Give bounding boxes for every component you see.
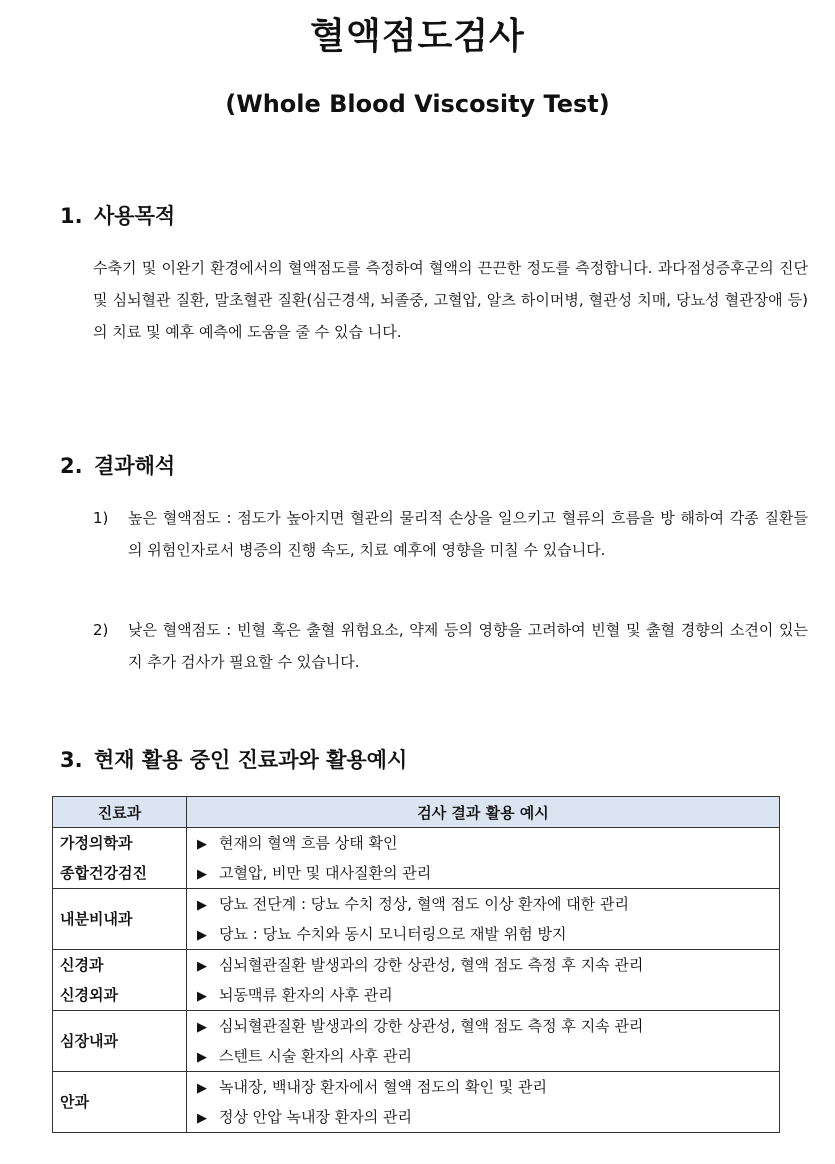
examples-cell [187, 1011, 780, 1072]
department-name: 내분비내과 [60, 910, 133, 928]
purpose-line: 수축기 및 이완기 환경에서의 혈액점도를 측정하여 혈액의 끈끈한 정도를 측정합니다. [93, 259, 653, 277]
purpose-line: 하이머병, 혈관성 치매, 당뇨성 혈관장애 등)의 치료 및 예후 예측에 도움을 줄 수 있습 [93, 291, 808, 341]
department-name: 안과 [60, 1093, 89, 1111]
table-row [53, 950, 780, 1011]
department-cell [53, 1072, 187, 1133]
example-text: 심뇌혈관질환 발생과의 강한 상관성, 혈액 점도 측정 후 지속 관리 [219, 956, 644, 974]
example-text: 스텐트 시술 환자의 사후 관리 [219, 1047, 412, 1065]
example-text: 고혈압, 비만 및 대사질환의 관리 [219, 864, 432, 882]
section-number: 1. [60, 204, 83, 228]
item-line: 해하여 각종 질환들의 위험인자로서 병증의 진행 속도, 치료 예후에 영향을 미칠 수 [128, 509, 808, 559]
item-number: 1) [93, 509, 109, 527]
section-number: 3. [60, 748, 83, 772]
bullet-triangle-icon: ▶ [197, 1081, 207, 1096]
example-item [187, 858, 779, 888]
bullet-triangle-icon: ▶ [197, 867, 207, 882]
header-department: 진료과 [53, 797, 187, 828]
example-text: 현재의 혈액 흐름 상태 확인 [219, 834, 398, 852]
example-item [187, 1072, 779, 1102]
bullet-triangle-icon: ▶ [197, 898, 207, 913]
department-usage-table [52, 796, 780, 1133]
examples-cell [187, 828, 780, 889]
item-line: 높은 혈액점도 : 점도가 높아지면 혈관의 물리적 손상을 일으키고 혈류의 흐름을 방 [128, 509, 675, 527]
purpose-paragraph [93, 252, 808, 348]
example-text: 당뇨 : 당뇨 수치와 동시 모니터링으로 재발 위험 방지 [219, 925, 567, 943]
bullet-triangle-icon: ▶ [197, 959, 207, 974]
item-text [128, 614, 808, 678]
example-item [187, 980, 779, 1010]
section-number: 2. [60, 454, 83, 478]
purpose-line: 과다점성증후군의 진단 및 심뇌혈관 질환, 말초혈관 질환(심근경색, 뇌졸중, 고혈압, 알츠 [93, 259, 809, 309]
table-row [53, 1072, 780, 1133]
department-name: 신경외과 [60, 986, 118, 1004]
section-heading-interpretation [60, 450, 175, 480]
example-item [187, 950, 779, 980]
item-number: 2) [93, 621, 109, 639]
table-header-row [53, 797, 780, 828]
department-cell [53, 889, 187, 950]
interpretation-item-high [93, 502, 808, 566]
department-name: 종합건강검진 [60, 864, 147, 882]
document-title: 혈액점도검사 [310, 16, 525, 57]
section-title: 결과해석 [94, 454, 176, 478]
example-item [187, 1041, 779, 1071]
item-text [128, 502, 808, 566]
department-cell [53, 828, 187, 889]
department-cell [53, 1011, 187, 1072]
document-subtitle: (Whole Blood Viscosity Test) [225, 90, 610, 118]
department-name: 가정의학과 [60, 834, 133, 852]
example-text: 심뇌혈관질환 발생과의 강한 상관성, 혈액 점도 측정 후 지속 관리 [219, 1017, 644, 1035]
examples-cell [187, 950, 780, 1011]
item-line: 있습니다. [542, 541, 606, 559]
table-row [53, 889, 780, 950]
example-item [187, 919, 779, 949]
examples-cell [187, 1072, 780, 1133]
bullet-triangle-icon: ▶ [197, 1020, 207, 1035]
example-item [187, 889, 779, 919]
purpose-line: 니다. [367, 323, 402, 341]
example-text: 당뇨 전단계 : 당뇨 수치 정상, 혈액 점도 이상 환자에 대한 관리 [219, 895, 630, 913]
table-row [53, 1011, 780, 1072]
section-title: 사용목적 [94, 204, 176, 228]
example-text: 녹내장, 백내장 환자에서 혈액 점도의 확인 및 관리 [219, 1078, 547, 1096]
bullet-triangle-icon: ▶ [197, 989, 207, 1004]
example-text: 뇌동맥류 환자의 사후 관리 [219, 986, 393, 1004]
example-item [187, 828, 779, 858]
bullet-triangle-icon: ▶ [197, 928, 207, 943]
department-name: 심장내과 [60, 1032, 118, 1050]
section-heading-departments [60, 744, 407, 774]
examples-cell [187, 889, 780, 950]
department-name: 신경과 [60, 956, 104, 974]
item-line: 경향의 소견이 있는지 추가 검사가 필요할 수 있습니다. [128, 621, 808, 671]
example-text: 정상 안압 녹내장 환자의 관리 [219, 1108, 412, 1126]
table-row [53, 828, 780, 889]
section-title: 현재 활용 중인 진료과와 활용예시 [94, 748, 408, 772]
bullet-triangle-icon: ▶ [197, 1111, 207, 1126]
department-cell [53, 950, 187, 1011]
bullet-triangle-icon: ▶ [197, 1050, 207, 1065]
interpretation-item-low [93, 614, 808, 678]
section-heading-purpose [60, 200, 175, 230]
header-usage-examples: 검사 결과 활용 예시 [187, 797, 780, 828]
example-item [187, 1011, 779, 1041]
bullet-triangle-icon: ▶ [197, 837, 207, 852]
example-item [187, 1102, 779, 1132]
item-line: 낮은 혈액점도 : 빈혈 혹은 출혈 위험요소, 약제 등의 영향을 고려하여 빈혈 및 출혈 [128, 621, 676, 639]
